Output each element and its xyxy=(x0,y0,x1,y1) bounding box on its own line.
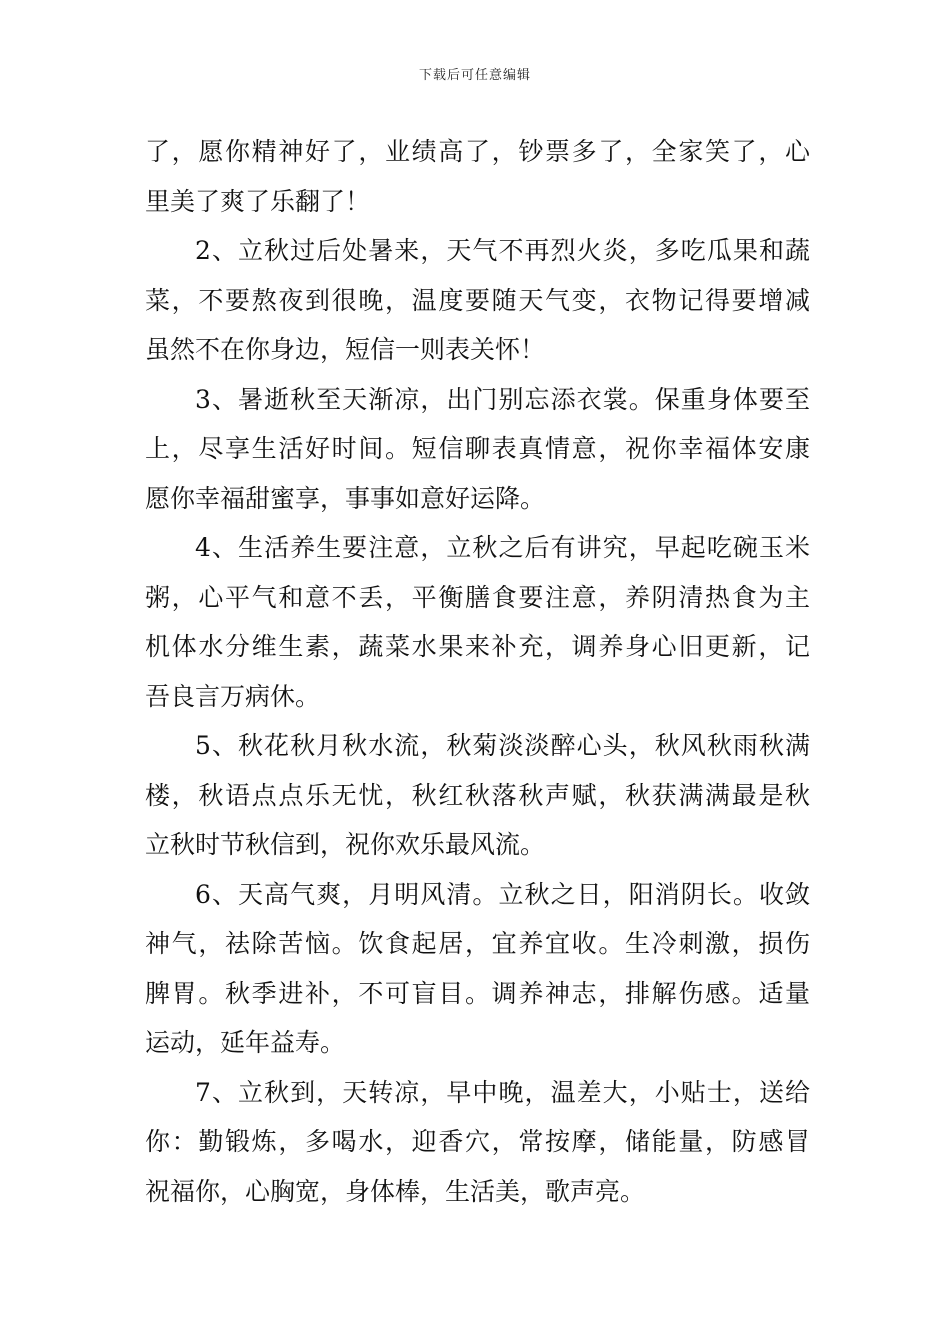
text-line: 运动，延年益寿。 xyxy=(145,1028,346,1057)
text-line: 了，愿你精神好了，业绩高了，钞票多了，全家笑了，心 xyxy=(145,137,810,166)
text-line: 吾良言万病休。 xyxy=(145,681,321,711)
paragraph-start-line: 4、生活养生要注意，立秋之后有讲究，早起吃碗玉米 xyxy=(195,533,810,562)
text-line: 祝福你，心胸宽，身体棒，生活美，歌声亮。 xyxy=(145,1176,646,1206)
text-line: 粥，心平气和意不丢，平衡膳食要注意，养阴清热食为主 xyxy=(145,582,810,612)
page-header-note: 下载后可任意编辑 xyxy=(418,68,531,83)
paragraph-start-line: 3、暑逝秋至天渐凉，出门别忘添衣裳。保重身体要至 xyxy=(195,384,810,414)
paragraph-start-line: 6、天高气爽，月明风清。立秋之日，阳消阴长。收敛 xyxy=(195,879,810,909)
text-line: 楼，秋语点点乐无忧，秋红秋落秋声赋，秋获满满最是秋 xyxy=(145,780,810,810)
text-line: 你：勤锻炼，多喝水，迎香穴，常按摩，储能量，防感冒 xyxy=(145,1127,810,1156)
text-line: 虽然不在你身边，短信一则表关怀！ xyxy=(145,335,546,364)
text-line: 里美了爽了乐翻了！ xyxy=(145,186,371,216)
text-line: 神气，祛除苦恼。饮食起居，宜养宜收。生冷刺激，损伤 xyxy=(145,929,810,958)
text-line: 菜，不要熬夜到很晚，温度要随天气变，衣物记得要增减 xyxy=(145,285,810,315)
paragraph-start-line: 2、立秋过后处暑来，天气不再烈火炎，多吃瓜果和蔬 xyxy=(195,236,810,265)
text-line: 脾胃。秋季进补，不可盲目。调养神志，排解伤感。适量 xyxy=(145,978,810,1008)
paragraph-start-line: 5、秋花秋月秋水流，秋菊淡淡醉心头，秋风秋雨秋满 xyxy=(195,731,810,760)
text-line: 上，尽享生活好时间。短信聊表真情意，祝你幸福体安康 xyxy=(145,434,810,463)
paragraph-start-line: 7、立秋到，天转凉，早中晚，温差大，小贴士，送给 xyxy=(195,1077,810,1107)
text-line: 愿你幸福甜蜜享，事事如意好运降。 xyxy=(145,483,546,513)
text-line: 机体水分维生素，蔬菜水果来补充，调养身心旧更新，记 xyxy=(145,632,810,661)
document-body xyxy=(145,127,810,1216)
text-line: 立秋时节秋信到，祝你欢乐最风流。 xyxy=(145,830,546,859)
